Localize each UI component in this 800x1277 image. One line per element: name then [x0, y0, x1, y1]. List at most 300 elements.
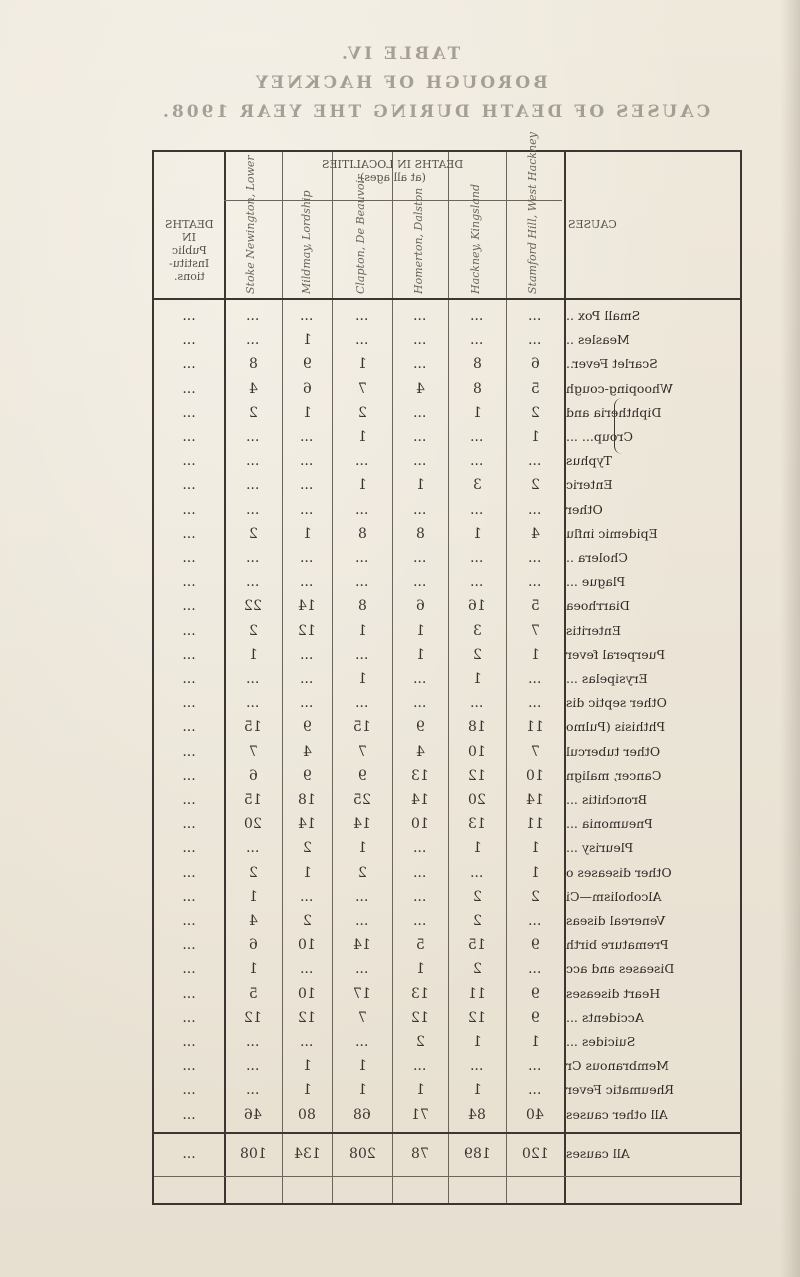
table-cell-c5: ... [470, 1058, 484, 1075]
table-cell-c6: 7 [530, 622, 540, 639]
table-cell-inst: ... [182, 356, 196, 373]
table-cell-c4: ... [413, 864, 427, 881]
table-cell-c1: ... [246, 1034, 260, 1050]
table-cell-inst: ... [182, 574, 196, 591]
total-row [154, 1134, 744, 1174]
table-cell-c3: 14 [353, 937, 371, 954]
table-cell-inst: ... [182, 550, 196, 566]
table-cell-c5: 2 [472, 961, 482, 978]
table-cell-c1: ... [246, 550, 260, 566]
table-cell-c5: 1 [472, 1082, 482, 1099]
table-cell-c5: 11 [468, 985, 486, 1002]
table-cell-inst: ... [182, 1058, 196, 1075]
table-cell-inst: ... [182, 913, 196, 929]
cause-label: Small Pox .. [566, 308, 641, 323]
header-borough: BOROUGH OF HACKNEY [252, 73, 548, 93]
table-cell-c2: 80 [298, 1106, 316, 1123]
table-cell-c5: 3 [472, 622, 482, 639]
table-cell-c1: ... [246, 574, 260, 591]
table-cell-inst: ... [182, 404, 196, 421]
table-cell-c3: ... [355, 961, 369, 978]
cause-label: Phthisis (Pulmo [566, 719, 666, 735]
table-cell-c2: ... [300, 429, 314, 445]
table-cell-c3: ... [355, 332, 369, 349]
cause-label: Other tubercul [566, 743, 661, 759]
table-cell-c1: ... [246, 477, 260, 494]
table-cell-c6: 40 [526, 1106, 544, 1123]
table-cell-c6: 6 [530, 356, 540, 373]
table-cell-c6: 11 [526, 719, 544, 736]
table-cell-c3: ... [355, 913, 369, 929]
cause-label: Venereal diseas [566, 913, 666, 928]
total-c1: 108 [239, 1146, 267, 1162]
table-cell-inst: ... [182, 1082, 196, 1099]
cause-label: Other diseases o [566, 864, 672, 880]
table-cell-c3: 1 [357, 356, 367, 373]
table-cell-c5: ... [470, 574, 484, 591]
table-cell-c6: 4 [530, 525, 540, 542]
table-cell-c4: ... [413, 501, 427, 518]
table-cell-c1: 6 [248, 767, 258, 784]
table-row [154, 328, 744, 352]
table-row [154, 570, 744, 594]
table-cell-c3: 1 [357, 429, 367, 445]
table-cell-inst: ... [182, 792, 196, 808]
table-cell-c2: ... [300, 574, 314, 591]
table-cell-c2: 10 [298, 937, 316, 954]
table-cell-inst: ... [182, 622, 196, 639]
table-cell-c5: ... [470, 429, 484, 445]
total-c3: 208 [348, 1146, 376, 1162]
table-cell-c4: ... [413, 671, 427, 687]
table-cell-c6: ... [528, 961, 542, 978]
table-cell-c5: 16 [468, 598, 486, 615]
table-cell-c3: 9 [357, 767, 367, 784]
table-row [154, 304, 744, 328]
table-cell-c4: ... [413, 840, 427, 857]
table-cell-c6: ... [528, 695, 542, 712]
table-cell-inst: ... [182, 864, 196, 881]
cause-label: Suicides ... [566, 1034, 636, 1049]
table-cell-c2: 4 [302, 743, 312, 760]
table-cell-c6: 1 [530, 840, 540, 857]
table-cell-c1: 7 [248, 743, 258, 760]
table-cell-inst: ... [182, 332, 196, 349]
table-cell-c4: ... [413, 453, 427, 470]
table-cell-c1: 12 [244, 1009, 262, 1026]
table-row [154, 764, 744, 788]
table-cell-c6: 11 [526, 816, 544, 833]
table-row [154, 957, 744, 981]
table-cell-c6: 9 [530, 985, 540, 1002]
table-cell-c3: 1 [357, 1058, 367, 1075]
table-cell-c3: 2 [357, 404, 367, 421]
table-cell-c5: 8 [472, 380, 482, 397]
table-row [154, 425, 744, 449]
table-cell-inst: ... [182, 695, 196, 712]
table-row [154, 377, 744, 401]
table-cell-c1: 22 [244, 598, 262, 615]
table-cell-c6: ... [528, 913, 542, 929]
table-cell-c3: 8 [357, 598, 367, 615]
column-header-1: Stoke Newington, Lower [244, 155, 257, 294]
total-c5: 189 [463, 1146, 491, 1162]
table-cell-c3: ... [355, 501, 369, 518]
table-cell-c3: ... [355, 453, 369, 470]
table-cell-c2: 12 [298, 1009, 316, 1026]
table-cell-c6: 10 [526, 767, 544, 784]
table-cell-c6: 14 [526, 792, 544, 808]
table-cell-c2: 10 [298, 985, 316, 1002]
table-cell-c3: 2 [357, 864, 367, 881]
table-cell-c5: 2 [472, 888, 482, 905]
table-cell-c5: ... [470, 501, 484, 518]
table-cell-inst: ... [182, 1009, 196, 1026]
table-cell-c3: 1 [357, 477, 367, 494]
cause-label: Pleurisy ... [566, 840, 634, 856]
table-cell-inst: ... [182, 646, 196, 663]
table-cell-inst: ... [182, 477, 196, 494]
table-cell-c4: 5 [415, 937, 425, 954]
cause-label: Pneumonia ... [566, 816, 653, 832]
table-cell-c2: 9 [302, 356, 312, 373]
table-cell-c5: ... [470, 453, 484, 470]
table-cell-c4: ... [413, 550, 427, 566]
table-cell-c1: 2 [248, 404, 258, 421]
cause-label: Cholera .. [566, 550, 628, 565]
localities-header: DEATHS IN LOCALITIES (at all ages) [322, 158, 464, 184]
table-cell-c1: 4 [248, 380, 258, 397]
cause-label: Rheumatic Fever [566, 1082, 675, 1098]
table-cell-c3: ... [355, 1034, 369, 1050]
table-cell-c2: 1 [302, 1082, 312, 1099]
table-cell-c6: 1 [530, 1034, 540, 1050]
header-bottom-rule [154, 298, 740, 300]
cause-label: Other septic dis [566, 695, 667, 711]
table-cell-inst: ... [182, 937, 196, 954]
table-cell-c3: 15 [353, 719, 371, 736]
table-cell-c1: 15 [244, 719, 262, 736]
table-row [154, 1030, 744, 1054]
table-cell-c5: ... [470, 695, 484, 712]
table-cell-c1: 2 [248, 622, 258, 639]
table-cell-c1: ... [246, 695, 260, 712]
table-cell-inst: ... [182, 767, 196, 784]
table-cell-c2: ... [300, 671, 314, 687]
table-row [154, 1054, 744, 1078]
cause-label: Accidents ... [566, 1009, 644, 1025]
table-cell-c2: 18 [298, 792, 316, 808]
table-cell-c4: 9 [415, 719, 425, 736]
table-cell-c2: 1 [302, 404, 312, 421]
cause-label: Membranous Cr [566, 1058, 670, 1074]
cause-label: Cancer, malign [566, 767, 662, 783]
table-cell-c3: 17 [353, 985, 371, 1002]
table-cell-inst: ... [182, 1034, 196, 1050]
table-cell-c5: 12 [468, 767, 486, 784]
cause-label: Diseases and acc [566, 961, 675, 977]
table-row [154, 1103, 744, 1127]
table-row [154, 812, 744, 836]
column-header-3: Clapton, De Beauvoir [354, 174, 367, 294]
table-cell-c4: 4 [415, 743, 425, 760]
table-cell-c5: 1 [472, 671, 482, 687]
table-cell-c5: 20 [468, 792, 486, 808]
table-row [154, 788, 744, 812]
table-cell-c5: 2 [472, 913, 482, 929]
table-cell-c4: 1 [415, 622, 425, 639]
table-row [154, 933, 744, 957]
table-cell-c3: ... [355, 308, 369, 324]
table-cell-c2: 1 [302, 525, 312, 542]
table-cell-c5: 3 [472, 477, 482, 494]
table-cell-c3: 1 [357, 1082, 367, 1099]
table-cell-c6: ... [528, 453, 542, 470]
table-cell-c4: ... [413, 913, 427, 929]
table-cell-c4: ... [413, 356, 427, 373]
table-row [154, 1078, 744, 1102]
table-row [154, 909, 744, 933]
table-cell-c3: ... [355, 550, 369, 566]
table-cell-c6: 2 [530, 404, 540, 421]
table-cell-c3: ... [355, 646, 369, 663]
table-cell-c1: ... [246, 453, 260, 470]
table-cell-c3: 1 [357, 671, 367, 687]
table-cell-c1: ... [246, 1058, 260, 1075]
table-cell-inst: ... [182, 840, 196, 857]
table-cell-c1: 2 [248, 864, 258, 881]
table-cell-c6: 7 [530, 743, 540, 760]
table-cell-c2: 1 [302, 864, 312, 881]
table-cell-c4: 14 [411, 792, 429, 808]
table-cell-c4: 13 [411, 767, 429, 784]
table-cell-c2: ... [300, 646, 314, 663]
table-row [154, 982, 744, 1006]
table-cell-c5: 10 [468, 743, 486, 760]
table-cell-c1: ... [246, 332, 260, 349]
table-cell-c2: 12 [298, 622, 316, 639]
cause-label: Diarrhoea [566, 598, 630, 614]
table-row [154, 691, 744, 715]
table-row [154, 619, 744, 643]
table-row [154, 401, 744, 425]
table-cell-c1: 46 [244, 1106, 262, 1123]
table-cell-c4: 2 [415, 1034, 425, 1050]
cause-label: Typhus [566, 453, 612, 469]
table-cell-c2: ... [300, 501, 314, 518]
table-cell-c2: ... [300, 888, 314, 905]
table-row [154, 740, 744, 764]
table-row [154, 885, 744, 909]
table-cell-c2: ... [300, 453, 314, 470]
cause-label: Diphtheria and [566, 404, 662, 420]
table-cell-c3: 68 [353, 1106, 371, 1123]
causes-of-death-table [152, 132, 742, 1205]
table-cell-c6: 9 [530, 1009, 540, 1026]
table-cell-c6: 1 [530, 429, 540, 445]
table-cell-c6: 2 [530, 477, 540, 494]
page-edge-shadow [780, 0, 800, 1277]
cause-label: Erysipelas ... [566, 671, 648, 686]
table-cell-c1: ... [246, 671, 260, 687]
table-cell-c1: ... [246, 308, 260, 324]
table-cell-c4: 13 [411, 985, 429, 1002]
table-cell-c1: ... [246, 429, 260, 445]
header-table-number: TABLE IV. [339, 44, 461, 64]
table-cell-c2: ... [300, 477, 314, 494]
table-row [154, 667, 744, 691]
table-cell-inst: ... [182, 816, 196, 833]
cause-label: Scarlet Fever.. [566, 356, 658, 372]
fever-bracket [614, 398, 627, 454]
table-cell-c6: 1 [530, 864, 540, 881]
table-row [154, 1006, 744, 1030]
header-title: CAUSES OF DEATH DURING THE YEAR 1908. [160, 102, 711, 122]
table-cell-c5: ... [470, 550, 484, 566]
locality-header-underline [224, 200, 562, 201]
table-cell-c5: 1 [472, 840, 482, 857]
table-cell-inst: ... [182, 501, 196, 518]
table-cell-c5: 2 [472, 646, 482, 663]
table-cell-inst: ... [182, 888, 196, 905]
table-cell-c2: 6 [302, 380, 312, 397]
table-cell-c3: 14 [353, 816, 371, 833]
cause-label: Whooping-cough [566, 380, 673, 396]
table-cell-c5: 15 [468, 937, 486, 954]
table-row [154, 449, 744, 473]
table-cell-c5: 1 [472, 1034, 482, 1050]
table-cell-c4: 1 [415, 646, 425, 663]
page-header [160, 40, 711, 127]
table-cell-c1: 1 [248, 888, 258, 905]
table-cell-c3: 7 [357, 380, 367, 397]
cause-label: Bronchitis ... [566, 792, 648, 807]
table-cell-inst: ... [182, 598, 196, 615]
institutions-header: DEATHS IN Public Institu- tions. [164, 218, 214, 283]
table-cell-c6: 2 [530, 888, 540, 905]
table-cell-c4: 10 [411, 816, 429, 833]
table-cell-c5: ... [470, 864, 484, 881]
table-cell-c6: 5 [530, 598, 540, 615]
table-cell-c3: 25 [353, 792, 371, 808]
total-c6: 120 [521, 1146, 549, 1162]
cause-label: Premature birth [566, 937, 669, 953]
table-cell-c1: 5 [248, 985, 258, 1002]
table-cell-inst: ... [182, 671, 196, 687]
table-cell-c1: 20 [244, 816, 262, 833]
table-cell-c1: 8 [248, 356, 258, 373]
table-cell-c4: 6 [415, 598, 425, 615]
cause-label: Epidemic influ [566, 525, 658, 541]
table-row [154, 715, 744, 739]
table-cell-c2: ... [300, 961, 314, 978]
total-inst: ... [182, 1146, 196, 1162]
table-cell-c5: ... [470, 332, 484, 349]
table-cell-inst: ... [182, 719, 196, 736]
table-cell-c2: 1 [302, 332, 312, 349]
cause-label: Heart diseases [566, 985, 661, 1001]
table-cell-inst: ... [182, 985, 196, 1002]
table-cell-c2: ... [300, 1034, 314, 1050]
table-cell-c2: 2 [302, 913, 312, 929]
cause-label: Other [566, 501, 603, 517]
table-cell-c2: 9 [302, 767, 312, 784]
table-row [154, 352, 744, 376]
table-cell-c5: 18 [468, 719, 486, 736]
table-cell-c6: ... [528, 550, 542, 566]
table-cell-c4: ... [413, 332, 427, 349]
table-cell-c5: 84 [468, 1106, 486, 1123]
table-cell-c3: 7 [357, 743, 367, 760]
causes-header: CAUSES [568, 218, 617, 231]
table-cell-inst: ... [182, 429, 196, 445]
table-cell-c4: 1 [415, 1082, 425, 1099]
table-cell-c4: ... [413, 1058, 427, 1075]
total-c4: 78 [411, 1146, 429, 1162]
table-cell-c4: ... [413, 888, 427, 905]
table-cell-c3: 1 [357, 840, 367, 857]
column-header-5: Hackney, Kingsland [469, 183, 482, 294]
table-cell-c5: 1 [472, 404, 482, 421]
cause-label: Measles .. [566, 332, 630, 348]
column-header-6: Stamford Hill, West Hackney [526, 132, 539, 294]
table-cell-c2: 14 [298, 816, 316, 833]
table-cell-inst: ... [182, 453, 196, 470]
total-c2: 134 [293, 1146, 321, 1162]
table-cell-c1: 1 [248, 961, 258, 978]
table-cell-c6: ... [528, 308, 542, 324]
table-cell-c3: 7 [357, 1009, 367, 1026]
table-row [154, 643, 744, 667]
table-cell-c2: ... [300, 308, 314, 324]
table-cell-c6: 5 [530, 380, 540, 397]
table-cell-c6: ... [528, 1058, 542, 1075]
table-cell-c6: 1 [530, 646, 540, 663]
cause-label: Plague ... [566, 574, 626, 590]
table-cell-c4: ... [413, 429, 427, 445]
table-cell-c5: 1 [472, 525, 482, 542]
table-cell-c4: 12 [411, 1009, 429, 1026]
table-cell-c2: ... [300, 695, 314, 712]
table-cell-c1: 1 [248, 646, 258, 663]
table-cell-c6: 9 [530, 937, 540, 954]
table-cell-c6: ... [528, 671, 542, 687]
table-row [154, 473, 744, 497]
table-cell-c4: ... [413, 574, 427, 591]
table-cell-inst: ... [182, 961, 196, 978]
table-cell-c1: 2 [248, 525, 258, 542]
table-row [154, 594, 744, 618]
table-cell-c5: 8 [472, 356, 482, 373]
table-cell-c3: 1 [357, 622, 367, 639]
table-cell-c3: ... [355, 695, 369, 712]
table-cell-c2: 1 [302, 1058, 312, 1075]
table-cell-c1: ... [246, 1082, 260, 1099]
table-cell-c2: 14 [298, 598, 316, 615]
table-cell-c4: 1 [415, 477, 425, 494]
table-cell-inst: ... [182, 743, 196, 760]
table-cell-c3: ... [355, 574, 369, 591]
cause-label: Croup... ... [566, 429, 633, 444]
table-cell-c4: ... [413, 695, 427, 712]
table-cell-c4: ... [413, 308, 427, 324]
cause-label: All other causes [566, 1106, 668, 1122]
table-cell-c1: 6 [248, 937, 258, 954]
table-cell-inst: ... [182, 525, 196, 542]
table-cell-c6: ... [528, 1082, 542, 1099]
table-row [154, 836, 744, 860]
table-cell-inst: ... [182, 1106, 196, 1123]
